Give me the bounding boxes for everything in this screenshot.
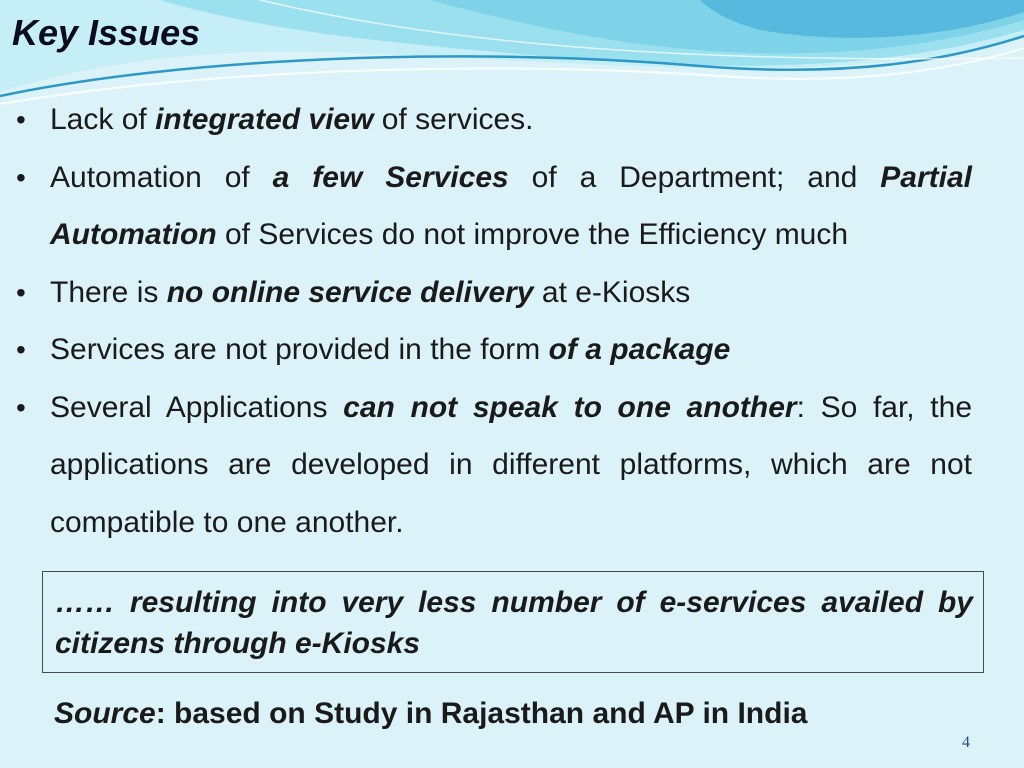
emphasis-text: no online service delivery bbox=[166, 275, 534, 309]
slide-title: Key Issues bbox=[12, 12, 201, 53]
source-note bbox=[54, 697, 807, 731]
emphasis-text: Partial Automation bbox=[50, 160, 972, 251]
emphasis-text: a few Services bbox=[272, 160, 509, 194]
bullet-text: of services. bbox=[373, 103, 534, 136]
bullet-item bbox=[14, 379, 972, 552]
bullet-text: There is bbox=[50, 275, 167, 309]
bullet-text: : So far, the applications are developed in different platforms, which are not compatible to one another. bbox=[50, 390, 973, 539]
issue-bullet-list bbox=[14, 91, 972, 551]
source-text: : based on Study in Rajasthan and AP in India bbox=[155, 697, 808, 730]
bullet-text: Lack of bbox=[50, 103, 156, 136]
conclusion-callout-box: …… resulting into very less number of e-services availed by citizens through e-Kiosks bbox=[42, 571, 984, 673]
bullet-item bbox=[14, 91, 972, 149]
bullet-text: Services are not provided in the form bbox=[50, 333, 549, 366]
bullet-item bbox=[14, 264, 972, 322]
emphasis-text: integrated view bbox=[155, 103, 374, 136]
bullet-text: Several Applications bbox=[50, 390, 344, 424]
emphasis-text: can not speak to one another bbox=[343, 390, 797, 424]
bullet-text: Automation of bbox=[50, 160, 273, 194]
emphasis-text: of a package bbox=[548, 333, 731, 366]
bullet-text: at e-Kiosks bbox=[533, 275, 691, 309]
source-label: Source bbox=[54, 697, 156, 730]
page-number: 4 bbox=[962, 734, 970, 751]
bullet-text: of Services do not improve the Efficiency much bbox=[216, 218, 849, 251]
bullet-item bbox=[14, 321, 972, 379]
bullet-text: of a Department; and bbox=[508, 160, 881, 194]
bullet-item bbox=[14, 149, 972, 264]
